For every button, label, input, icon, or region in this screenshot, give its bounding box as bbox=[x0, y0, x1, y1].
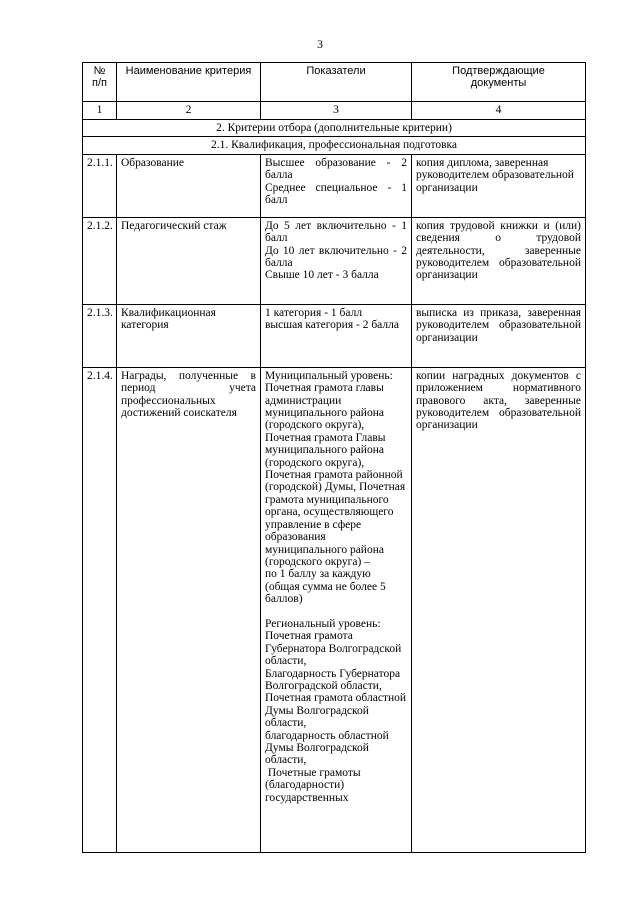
indicator-line: Почетная грамота Главы муниципального района (городского округа), bbox=[265, 431, 386, 469]
subsection-row bbox=[83, 137, 586, 154]
indicator-line: высшая категория - 2 балла bbox=[265, 319, 399, 332]
column-number: 3 bbox=[261, 102, 412, 120]
criterion-name: Награды, полученные в период учета профессиональных достижений соискателя bbox=[117, 367, 261, 852]
indicator-line: 1 категория - 1 балл bbox=[265, 306, 363, 319]
criteria-table bbox=[82, 62, 586, 853]
column-number: 2 bbox=[117, 102, 261, 120]
indicator-line: Свыше 10 лет - 3 балла bbox=[265, 269, 379, 282]
documents-cell: копия диплома, заверенная руководителем образовательной организации bbox=[412, 154, 586, 217]
table-header-row bbox=[83, 63, 586, 102]
header-criterion bbox=[117, 63, 261, 102]
indicator-line: Среднее специальное - 1 балл bbox=[265, 181, 407, 207]
indicators-cell bbox=[261, 217, 412, 304]
indicator-line: Почетные грамоты (благодарности) государственных bbox=[265, 766, 364, 804]
header-criterion-label: Наименование критерия bbox=[125, 65, 252, 77]
indicator-gap bbox=[265, 606, 407, 618]
row-number: 2.1.1. bbox=[83, 154, 117, 217]
table-row bbox=[83, 217, 586, 304]
criterion-name: Квалификационная категория bbox=[117, 304, 261, 367]
documents-cell: копия трудовой книжки и (или) сведения о трудовой деятельности, заверенные руководителем образовательной организации bbox=[412, 217, 586, 304]
indicators-cell bbox=[261, 154, 412, 217]
indicator-line: До 10 лет включительно - 2 балла bbox=[265, 244, 407, 270]
criterion-name: Педагогический стаж bbox=[117, 217, 261, 304]
row-number: 2.1.2. bbox=[83, 217, 117, 304]
indicators-cell bbox=[261, 367, 412, 852]
subsection-title: 2.1. Квалификация, профессиональная подготовка bbox=[83, 137, 586, 154]
indicator-line: Региональный уровень: bbox=[265, 617, 381, 630]
indicator-line: Высшее образование - 2 балла bbox=[265, 156, 407, 182]
indicator-line: Благодарность Губернатора Волгоградской области, bbox=[265, 667, 401, 692]
row-number: 2.1.3. bbox=[83, 304, 117, 367]
row-number: 2.1.4. bbox=[83, 367, 117, 852]
documents-cell: копии наградных документов с приложением нормативного правового акта, заверенные руководителем образовательной организации bbox=[412, 367, 586, 852]
page-number: 3 bbox=[317, 37, 323, 51]
section-title: 2. Критерии отбора (дополнительные критерии) bbox=[83, 120, 586, 137]
indicator-line: Муниципальный уровень: bbox=[265, 369, 393, 382]
header-indicators-label: Показатели bbox=[306, 65, 366, 77]
indicator-line: Почетная грамота областной Думы Волгоградской области, bbox=[265, 692, 407, 730]
section-row bbox=[83, 120, 586, 137]
column-number: 4 bbox=[412, 102, 586, 120]
indicator-line: благодарность областной Думы Волгоградской области, bbox=[265, 729, 389, 767]
documents-cell: выписка из приказа, заверенная руководителем образовательной организации bbox=[412, 304, 586, 367]
column-numbers-row bbox=[83, 102, 586, 120]
table-row bbox=[83, 154, 586, 217]
indicator-line: До 5 лет включительно - 1 балл bbox=[265, 219, 407, 245]
header-num-label: № п/п bbox=[92, 65, 107, 89]
indicator-line: Почетная грамота главы администрации муниципального района (городского округа), bbox=[265, 382, 384, 432]
header-indicators bbox=[261, 63, 412, 102]
table-row bbox=[83, 367, 586, 852]
indicator-line: Почетная грамота Губернатора Волгоградской области, bbox=[265, 630, 402, 668]
indicator-line: Почетная грамота районной (городской) Думы, Почетная грамота муниципального органа, осуществляющего управление в сфере образования муниципального района (городского округа) – bbox=[265, 469, 406, 568]
header-num bbox=[83, 63, 117, 102]
header-documents-label: Подтверждающие документы bbox=[452, 65, 545, 89]
column-number: 1 bbox=[83, 102, 117, 120]
table-row bbox=[83, 304, 586, 367]
header-documents bbox=[412, 63, 586, 102]
criterion-name: Образование bbox=[117, 154, 261, 217]
indicators-cell bbox=[261, 304, 412, 367]
indicator-line: по 1 баллу за каждую (общая сумма не более 5 баллов) bbox=[265, 568, 386, 606]
